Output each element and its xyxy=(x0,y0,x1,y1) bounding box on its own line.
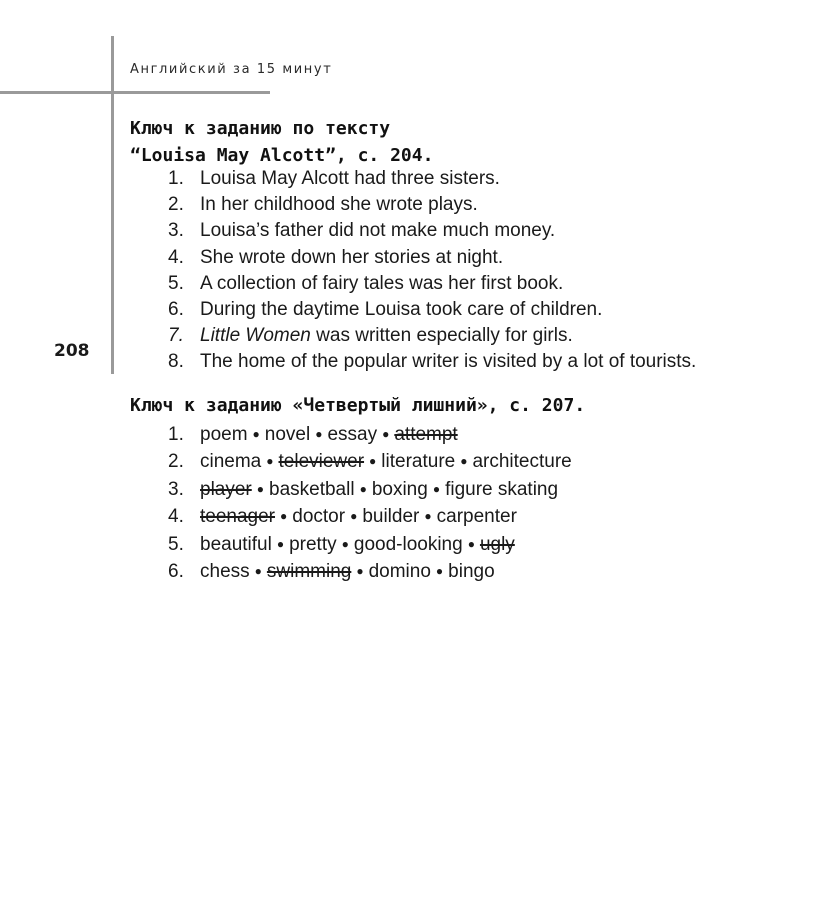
bullet-separator: ● xyxy=(276,536,285,551)
word: beautiful xyxy=(200,533,272,555)
item-text: Louisa May Alcott had three sisters. xyxy=(200,168,500,189)
bullet-separator: ● xyxy=(254,563,262,578)
bullet-separator: ● xyxy=(341,536,349,551)
bullet-separator: ● xyxy=(369,454,377,469)
odd-word: teenager xyxy=(200,506,276,528)
item-text: was written especially for girls. xyxy=(310,325,573,347)
odd-word: attempt xyxy=(394,424,458,445)
list-item xyxy=(168,194,696,220)
word: domino xyxy=(368,560,431,582)
item-number: 7. xyxy=(168,325,184,347)
bullet-separator: ● xyxy=(350,509,358,524)
list-item xyxy=(168,351,696,377)
list-item xyxy=(168,299,696,325)
book-title: Little Women xyxy=(200,325,311,347)
bullet-separator: ● xyxy=(382,427,390,441)
bullet-separator: ● xyxy=(435,563,444,578)
bullet-separator: ● xyxy=(424,509,432,524)
word: figure skating xyxy=(445,478,559,500)
bullet-separator: ● xyxy=(467,536,475,551)
word: poem xyxy=(200,424,248,445)
word: cinema xyxy=(200,451,262,473)
item-number: 1. xyxy=(168,424,184,445)
item-number: 6. xyxy=(168,298,184,320)
item-text: A collection of fairy tales was her first book. xyxy=(200,272,564,294)
word: good-looking xyxy=(353,533,463,555)
item-number: 1. xyxy=(168,168,184,189)
word: bingo xyxy=(448,560,495,582)
list-item xyxy=(168,424,572,451)
item-number: 3. xyxy=(168,478,184,500)
word: builder xyxy=(362,506,420,528)
bullet-separator: ● xyxy=(280,509,288,524)
margin-vertical-rule xyxy=(111,36,114,374)
list-item xyxy=(168,325,696,351)
item-number: 3. xyxy=(168,220,184,242)
item-number: 5. xyxy=(168,533,184,555)
item-text: Louisa’s father did not make much money. xyxy=(200,220,556,242)
list-item xyxy=(168,561,572,588)
running-head: Английский за 15 минут xyxy=(130,62,333,77)
item-text: She wrote down her stories at night. xyxy=(200,246,504,268)
bullet-separator: ● xyxy=(266,454,274,469)
word: chess xyxy=(200,560,250,582)
item-number: 2. xyxy=(168,451,184,473)
list-item xyxy=(168,506,572,533)
list-item xyxy=(168,220,696,246)
word: pretty xyxy=(289,533,337,555)
word: literature xyxy=(381,451,456,473)
item-text: During the daytime Louisa took care of children. xyxy=(200,298,603,320)
list-item xyxy=(168,247,696,273)
word: essay xyxy=(327,424,378,445)
word: boxing xyxy=(371,478,428,500)
bullet-separator: ● xyxy=(315,427,323,441)
bullet-separator: ● xyxy=(256,481,264,496)
bullet-separator: ● xyxy=(460,454,468,469)
item-text: In her childhood she wrote plays. xyxy=(200,194,478,216)
item-number: 8. xyxy=(168,351,184,373)
page-number: 208 xyxy=(54,341,90,361)
bullet-separator: ● xyxy=(356,563,364,578)
section1-heading-line2: “Louisa May Alcott”, с. 204. xyxy=(130,145,434,166)
word: architecture xyxy=(472,451,572,473)
item-number: 5. xyxy=(168,272,184,294)
item-number: 2. xyxy=(168,194,184,216)
bullet-separator: ● xyxy=(359,481,367,496)
odd-word: televiewer xyxy=(278,451,365,473)
answer-list-text xyxy=(168,168,696,378)
list-item xyxy=(168,479,572,506)
odd-word: swimming xyxy=(266,560,352,582)
list-item xyxy=(168,534,572,561)
answer-list-odd-one-out xyxy=(168,424,572,588)
word: doctor xyxy=(292,506,346,528)
bullet-separator: ● xyxy=(432,481,441,496)
list-item xyxy=(168,451,572,478)
odd-word: ugly xyxy=(479,533,515,555)
list-item xyxy=(168,273,696,299)
section2-heading: Ключ к заданию «Четвертый лишний», с. 207. xyxy=(130,395,586,416)
list-item xyxy=(168,168,696,194)
item-text: The home of the popular writer is visited by a lot of tourists. xyxy=(200,351,697,373)
item-number: 4. xyxy=(168,246,184,268)
item-number: 6. xyxy=(168,560,184,582)
section1-heading-line1: Ключ к заданию по тексту xyxy=(130,118,391,139)
odd-word: player xyxy=(200,478,252,500)
header-horizontal-rule xyxy=(0,91,270,94)
item-number: 4. xyxy=(168,506,184,528)
word: carpenter xyxy=(436,506,517,528)
word: basketball xyxy=(269,478,355,500)
bullet-separator: ● xyxy=(252,427,260,441)
word: novel xyxy=(264,424,311,445)
